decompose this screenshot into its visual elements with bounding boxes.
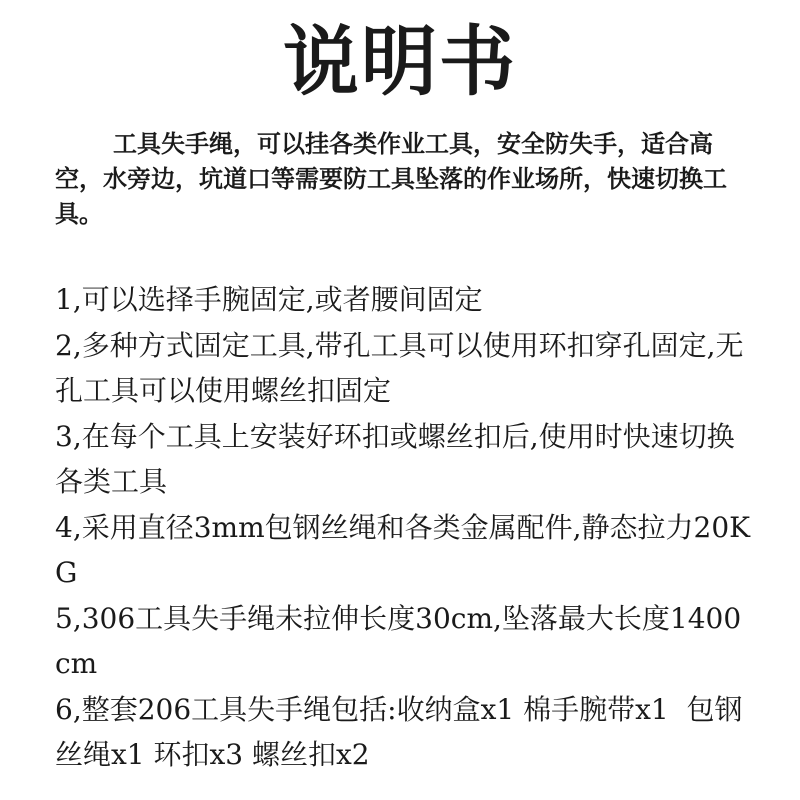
instruction-item-5: 5,306工具失手绳未拉伸长度30cm,坠落最大长度1400cm — [55, 601, 742, 680]
instruction-item-2: 2,多种方式固定工具,带孔工具可以使用环扣穿孔固定,无孔工具可以使用螺丝扣固定 — [55, 328, 744, 407]
instruction-item-4: 4,采用直径3mm包钢丝绳和各类金属配件,静态拉力20KG — [55, 510, 751, 589]
intro-paragraph: 工具失手绳，可以挂各类作业工具，安全防失手，适合高空，水旁边，坑道口等需要防工具坠落的作业场所，快速切换工具。 — [55, 130, 727, 228]
instruction-list — [55, 277, 755, 778]
instruction-item-3: 3,在每个工具上安装好环扣或螺丝扣后,使用时快速切换各类工具 — [55, 419, 735, 498]
instruction-item-6: 6,整套206工具失手绳包括:收纳盒x1 棉手腕带x1 包钢丝绳x1 环扣x3 螺丝扣x2 — [55, 692, 743, 771]
instruction-item-1: 1,可以选择手腕固定,或者腰间固定 — [55, 283, 483, 316]
page-title: 说明书 — [283, 17, 517, 106]
